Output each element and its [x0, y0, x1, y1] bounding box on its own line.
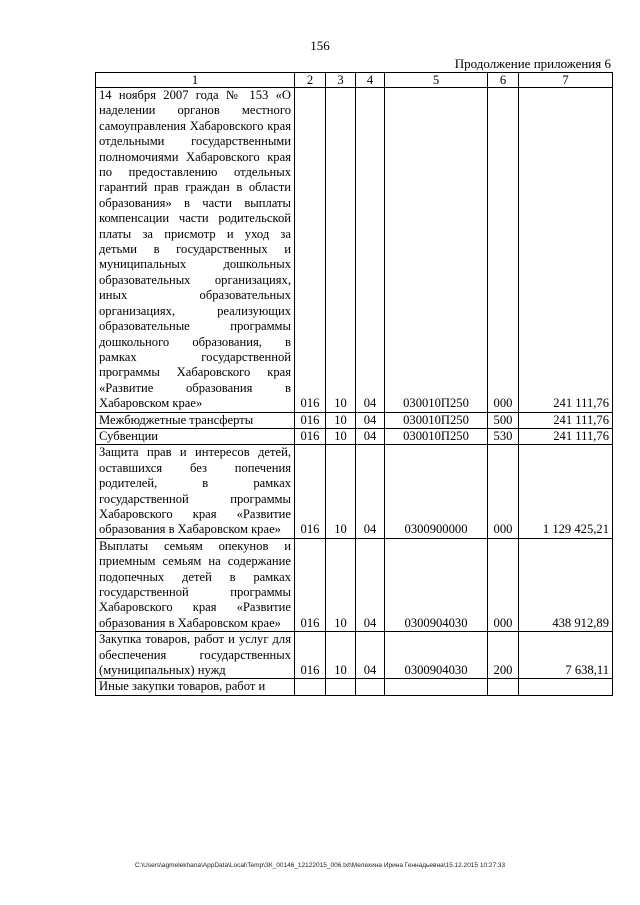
column-header: 2: [295, 73, 326, 88]
cell-expense-type: 530: [488, 428, 519, 444]
cell-subsection: 04: [356, 428, 385, 444]
cell-ministry-code: 016: [295, 538, 326, 631]
cell-ministry-code: 016: [295, 88, 326, 413]
row-name: Субвенции: [96, 428, 295, 444]
cell-subsection: [356, 679, 385, 695]
cell-amount: 241 111,76: [519, 428, 613, 444]
column-header: 6: [488, 73, 519, 88]
cell-amount: 438 912,89: [519, 538, 613, 631]
cell-amount: 1 129 425,21: [519, 445, 613, 538]
cell-section: 10: [326, 445, 356, 538]
table-row: [96, 632, 613, 679]
cell-expense-type: 200: [488, 632, 519, 679]
cell-subsection: 04: [356, 445, 385, 538]
cell-amount: 7 638,11: [519, 632, 613, 679]
table-row: [96, 428, 613, 444]
table-row: [96, 679, 613, 695]
column-header: 3: [326, 73, 356, 88]
page-number: 156: [310, 38, 330, 53]
cell-ministry-code: 016: [295, 445, 326, 538]
table-row: [96, 538, 613, 631]
cell-subsection: 04: [356, 88, 385, 413]
column-header: 7: [519, 73, 613, 88]
budget-table: [95, 72, 613, 696]
cell-amount: [519, 679, 613, 695]
column-header: 4: [356, 73, 385, 88]
cell-target-article: 0300904030: [385, 632, 488, 679]
document-file-path-footer: C:\Users\agmelekhana\AppData\Local\Temp\ЗК_00146_12122015_006.txt\Мелехина Ирина Геннадьевна\15.12.2015 10:27:33: [134, 862, 506, 869]
cell-amount: 241 111,76: [519, 88, 613, 413]
cell-expense-type: 000: [488, 88, 519, 413]
column-header: 5: [385, 73, 488, 88]
row-name: Защита прав и интересов детей, оставшихся без попечения родителей, в рамках государственной программы Хабаровского края «Развитие образования в Хабаровском крае»: [96, 445, 295, 538]
cell-ministry-code: 016: [295, 412, 326, 428]
cell-target-article: 0300904030: [385, 538, 488, 631]
appendix-continuation-label: Продолжение приложения 6: [454, 56, 611, 71]
cell-expense-type: [488, 679, 519, 695]
cell-target-article: 0300900000: [385, 445, 488, 538]
cell-section: 10: [326, 88, 356, 413]
cell-target-article: 030010П250: [385, 88, 488, 413]
cell-amount: 241 111,76: [519, 412, 613, 428]
cell-expense-type: 000: [488, 445, 519, 538]
cell-subsection: 04: [356, 538, 385, 631]
table-header-row: [96, 73, 613, 88]
cell-section: [326, 679, 356, 695]
table-row: [96, 445, 613, 538]
cell-ministry-code: [295, 679, 326, 695]
cell-section: 10: [326, 428, 356, 444]
row-name: Иные закупки товаров, работ и: [96, 679, 295, 695]
cell-subsection: 04: [356, 412, 385, 428]
cell-target-article: [385, 679, 488, 695]
cell-subsection: 04: [356, 632, 385, 679]
cell-target-article: 030010П250: [385, 412, 488, 428]
table-row: [96, 412, 613, 428]
table-row: [96, 88, 613, 413]
cell-section: 10: [326, 412, 356, 428]
cell-section: 10: [326, 632, 356, 679]
cell-expense-type: 000: [488, 538, 519, 631]
cell-section: 10: [326, 538, 356, 631]
cell-target-article: 030010П250: [385, 428, 488, 444]
cell-expense-type: 500: [488, 412, 519, 428]
row-name: Межбюджетные трансферты: [96, 412, 295, 428]
cell-ministry-code: 016: [295, 632, 326, 679]
row-name: 14 ноября 2007 года № 153 «О наделении органов местного самоуправления Хабаровского края отдельными государственными полномочиями Хабаровского края по предоставлению отдельных гарантий прав граждан в области образования» в части выплаты компенсации части родительской платы за присмотр и уход за детьми в государственных и муниципальных дошкольных образовательных организациях, иных образовательных организациях, реализующих образовательные программы дошкольного образования, в рамках государственной программы Хабаровского края «Развитие образования в Хабаровском крае»: [96, 88, 295, 413]
row-name: Выплаты семьям опекунов и приемным семьям на содержание подопечных детей в рамках государственной программы Хабаровского края «Развитие образования в Хабаровском крае»: [96, 538, 295, 631]
column-header: 1: [96, 73, 295, 88]
cell-ministry-code: 016: [295, 428, 326, 444]
row-name: Закупка товаров, работ и услуг для обеспечения государственных (муниципальных) нужд: [96, 632, 295, 679]
